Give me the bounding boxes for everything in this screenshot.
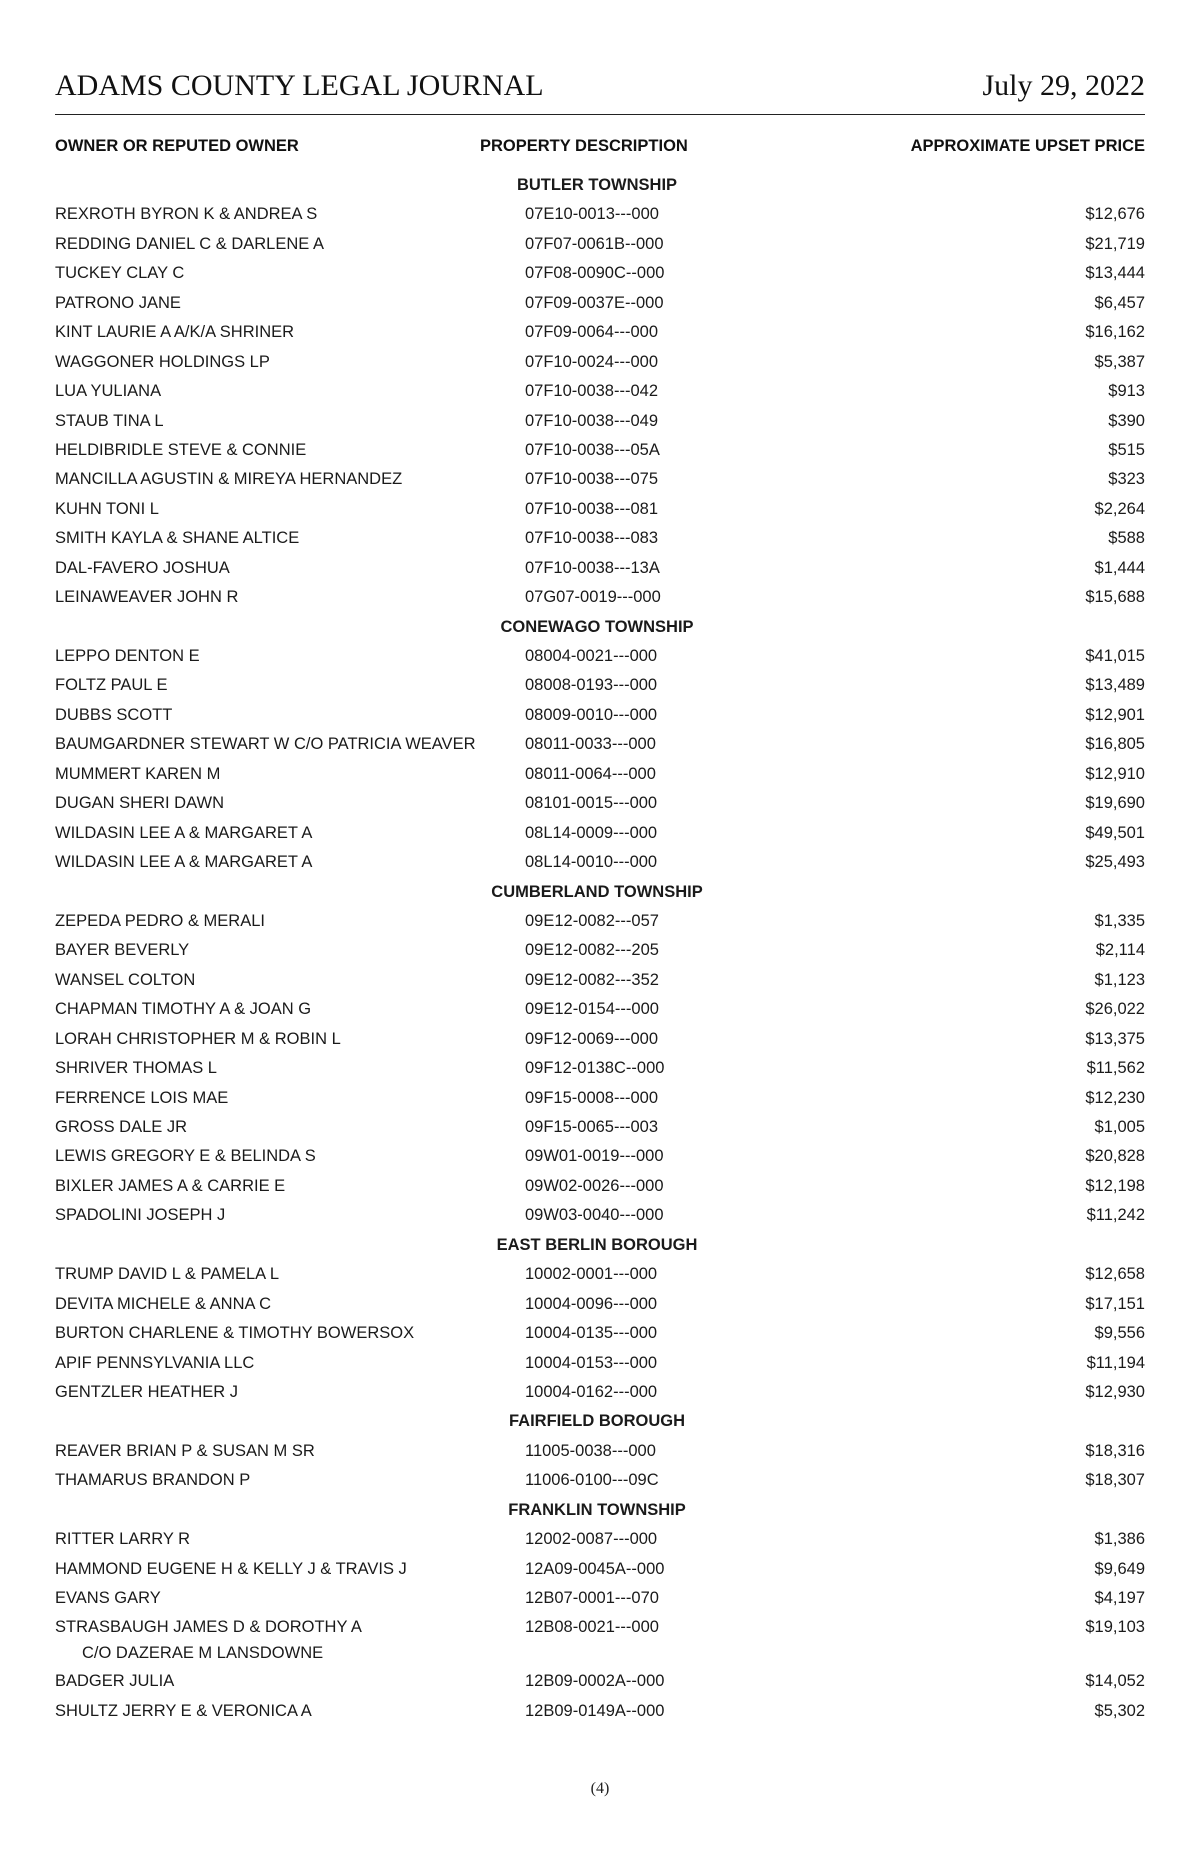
section-name: EAST BERLIN BOROUGH [496, 1235, 698, 1254]
table-row [55, 407, 1145, 436]
owner-cell [55, 259, 184, 288]
parcel-number: 07F10-0038---075 [525, 470, 658, 489]
owner-cell [55, 1349, 254, 1378]
parcel-number: 11006-0100---09C [525, 1471, 659, 1490]
table-row [55, 377, 1145, 406]
upset-price: $12,930 [1085, 1382, 1145, 1401]
owner-cell [55, 1667, 174, 1696]
parcel-number: 12B07-0001---070 [525, 1589, 659, 1607]
parcel-number: 08011-0033---000 [525, 735, 656, 754]
upset-price: $6,457 [1094, 293, 1145, 312]
upset-price: $17,151 [1085, 1294, 1145, 1313]
owner-cell [55, 495, 159, 524]
upset-price: $14,052 [1085, 1672, 1145, 1691]
owner-name: HELDIBRIDLE STEVE & CONNIE [55, 440, 307, 459]
section-heading [55, 613, 1145, 642]
owner-name: BURTON CHARLENE & TIMOTHY BOWERSOX [55, 1324, 415, 1343]
owner-name: STRASBAUGH JAMES D & DOROTHY A [55, 1618, 362, 1637]
owner-cell [55, 465, 402, 494]
owner-name: DUGAN SHERI DAWN [55, 794, 224, 813]
upset-price: $1,444 [1094, 558, 1145, 577]
owner-cell [55, 1084, 228, 1113]
upset-price: $1,005 [1094, 1118, 1145, 1136]
owner-name: SPADOLINI JOSEPH J [55, 1206, 226, 1225]
table-row [55, 1437, 1145, 1466]
owner-name: LEWIS GREGORY E & BELINDA S [55, 1147, 316, 1166]
owner-cell [55, 1437, 315, 1466]
parcel-number: 12B09-0002A--000 [525, 1672, 665, 1691]
table-row [55, 1113, 1145, 1142]
parcel-number: 07F10-0038---042 [525, 382, 658, 401]
owner-name: REDDING DANIEL C & DARLENE A [55, 234, 324, 253]
owner-cell [55, 1201, 225, 1230]
owner-cell [55, 1054, 217, 1083]
upset-price: $19,690 [1085, 794, 1145, 813]
owner-name: TUCKEY CLAY C [55, 264, 185, 283]
section-name: CUMBERLAND TOWNSHIP [491, 882, 703, 901]
owner-cell [55, 936, 189, 965]
masthead [55, 66, 1145, 106]
section-heading [55, 1496, 1145, 1525]
parcel-number: 10004-0153---000 [525, 1353, 658, 1372]
owner-name: CHAPMAN TIMOTHY A & JOAN G [55, 1000, 312, 1019]
owner-name: BAYER BEVERLY [55, 941, 190, 960]
table-row [55, 554, 1145, 583]
upset-price: $390 [1108, 411, 1145, 430]
table-row [55, 848, 1145, 877]
upset-price: $12,676 [1085, 205, 1145, 224]
table-row [55, 524, 1145, 553]
owner-name: WILDASIN LEE A & MARGARET A [55, 853, 313, 872]
owner-cell [55, 1142, 316, 1171]
parcel-number: 07F09-0064---000 [525, 323, 658, 342]
owner-name: DEVITA MICHELE & ANNA C [55, 1294, 272, 1313]
parcel-number: 10004-0162---000 [525, 1382, 658, 1401]
owner-cell [55, 760, 220, 789]
section-name: CONEWAGO TOWNSHIP [500, 617, 694, 636]
property-listing [55, 171, 1145, 1726]
parcel-number: 07E10-0013---000 [525, 205, 659, 224]
issue-date: July 29, 2022 [982, 69, 1145, 102]
owner-name: SHRIVER THOMAS L [55, 1059, 217, 1078]
owner-name: THAMARUS BRANDON P [55, 1471, 251, 1490]
owner-cell [55, 583, 238, 612]
upset-price: $9,556 [1094, 1324, 1145, 1343]
upset-price: $1,123 [1094, 970, 1145, 989]
section-heading [55, 1407, 1145, 1436]
upset-price: $15,688 [1085, 588, 1145, 607]
parcel-number: 11005-0038---000 [525, 1441, 656, 1460]
upset-price: $2,264 [1094, 499, 1145, 518]
owner-name: STAUB TINA L [55, 411, 164, 430]
upset-price: $4,197 [1094, 1589, 1145, 1607]
owner-name: REXROTH BYRON K & ANDREA S [55, 205, 318, 224]
publication-title: ADAMS COUNTY LEGAL JOURNAL [55, 69, 544, 102]
price-column-header: APPROXIMATE UPSET PRICE [910, 137, 1145, 155]
parcel-number: 09W01-0019---000 [525, 1147, 664, 1166]
table-row [55, 1466, 1145, 1495]
upset-price: $13,489 [1085, 676, 1145, 695]
upset-price: $21,719 [1085, 234, 1145, 253]
owner-name: GROSS DALE JR [55, 1118, 188, 1136]
table-row [55, 230, 1145, 259]
parcel-number: 08101-0015---000 [525, 794, 658, 813]
owner-cell [55, 1555, 407, 1584]
owner-name: SHULTZ JERRY E & VERONICA A [55, 1701, 312, 1720]
owner-cell [55, 1025, 341, 1054]
table-row [55, 1555, 1145, 1584]
upset-price: $323 [1108, 470, 1145, 489]
owner-cell [55, 407, 164, 436]
owner-name: MUMMERT KAREN M [55, 764, 221, 783]
table-row [55, 819, 1145, 848]
parcel-number: 07F10-0024---000 [525, 352, 658, 371]
parcel-number: 09F15-0008---000 [525, 1088, 658, 1107]
owner-column-header: OWNER OR REPUTED OWNER [55, 137, 299, 155]
table-row [55, 1201, 1145, 1230]
upset-price: $41,015 [1085, 647, 1145, 665]
owner-name: FOLTZ PAUL E [55, 676, 168, 695]
owner-cell [55, 1113, 187, 1142]
section-name: FRANKLIN TOWNSHIP [508, 1500, 686, 1519]
parcel-number: 09W02-0026---000 [525, 1176, 664, 1195]
owner-name: WANSEL COLTON [55, 970, 196, 989]
table-row [55, 907, 1145, 936]
owner-name: ZEPEDA PEDRO & MERALI [55, 911, 265, 930]
upset-price: $12,658 [1085, 1265, 1145, 1284]
parcel-number: 09E12-0154---000 [525, 1000, 659, 1019]
description-column-header: PROPERTY DESCRIPTION [480, 137, 688, 155]
owner-name: DUBBS SCOTT [55, 705, 173, 724]
upset-price: $12,230 [1085, 1088, 1145, 1107]
parcel-number: 07F10-0038---05A [525, 440, 660, 459]
upset-price: $11,562 [1086, 1059, 1145, 1078]
owner-name: LEPPO DENTON E [55, 647, 200, 665]
owner-name: REAVER BRIAN P & SUSAN M SR [55, 1441, 315, 1460]
parcel-number: 08L14-0009---000 [525, 823, 658, 842]
owner-cell [55, 819, 312, 848]
owner-cell [55, 966, 195, 995]
upset-price: $16,162 [1085, 323, 1145, 342]
header-rule [55, 114, 1145, 115]
parcel-number: 08L14-0010---000 [525, 853, 658, 872]
parcel-number: 09F12-0138C--000 [525, 1059, 665, 1078]
table-row [55, 1290, 1145, 1319]
owner-name: EVANS GARY [55, 1589, 161, 1607]
table-row [55, 1319, 1145, 1348]
owner-cell [55, 995, 311, 1024]
table-row [55, 436, 1145, 465]
owner-name: LEINAWEAVER JOHN R [55, 588, 239, 607]
table-row [55, 1142, 1145, 1171]
table-row [55, 1172, 1145, 1201]
owner-name: LUA YULIANA [55, 382, 162, 401]
table-row [55, 465, 1145, 494]
owner-name: GENTZLER HEATHER J [55, 1382, 239, 1401]
owner-name: TRUMP DAVID L & PAMELA L [55, 1265, 280, 1284]
upset-price: $12,198 [1085, 1176, 1145, 1195]
owner-name: APIF PENNSYLVANIA LLC [55, 1353, 255, 1372]
parcel-number: 09F12-0069---000 [525, 1029, 658, 1048]
table-row [55, 259, 1145, 288]
parcel-number: 07F07-0061B--000 [525, 234, 664, 253]
parcel-number: 08004-0021---000 [525, 647, 658, 665]
owner-cell [55, 200, 317, 229]
table-row [55, 495, 1145, 524]
section-heading [55, 171, 1145, 200]
parcel-number: 07F10-0038---083 [525, 529, 658, 548]
upset-price: $13,444 [1085, 264, 1145, 283]
table-row [55, 1349, 1145, 1378]
table-row [55, 289, 1145, 318]
table-row [55, 995, 1145, 1024]
table-row [55, 583, 1145, 612]
owner-cell [55, 1525, 190, 1554]
owner-name: HAMMOND EUGENE H & KELLY J & TRAVIS J [55, 1559, 407, 1578]
parcel-number: 10002-0001---000 [525, 1265, 658, 1284]
table-row [55, 642, 1145, 671]
owner-cell [55, 1319, 414, 1348]
upset-price: $20,828 [1085, 1147, 1145, 1166]
parcel-number: 12B08-0021---000 [525, 1618, 659, 1637]
section-name: FAIRFIELD BOROUGH [509, 1412, 685, 1431]
owner-name: FERRENCE LOIS MAE [55, 1088, 229, 1107]
table-row [55, 760, 1145, 789]
upset-price: $5,302 [1094, 1701, 1145, 1720]
table-row [55, 936, 1145, 965]
parcel-number: 10004-0096---000 [525, 1294, 658, 1313]
owner-cell [55, 907, 265, 936]
owner-cell [55, 436, 306, 465]
upset-price: $913 [1108, 382, 1145, 401]
parcel-number: 07F10-0038---13A [525, 558, 660, 577]
owner-cell [55, 1172, 285, 1201]
table-row [55, 1054, 1145, 1083]
page-number: (4) [590, 1780, 610, 1797]
parcel-number: 08009-0010---000 [525, 705, 658, 724]
parcel-number: 07F10-0038---081 [525, 499, 658, 518]
upset-price: $13,375 [1085, 1029, 1145, 1048]
table-row [55, 1025, 1145, 1054]
section-heading [55, 878, 1145, 907]
owner-name: BADGER JULIA [55, 1672, 175, 1691]
owner-name: KUHN TONI L [55, 499, 159, 518]
table-row [55, 1584, 1145, 1613]
owner-cell [55, 1697, 312, 1726]
parcel-number: 09E12-0082---205 [525, 941, 659, 960]
upset-price: $515 [1108, 440, 1145, 459]
table-row [55, 1667, 1145, 1696]
parcel-number: 07F10-0038---049 [525, 411, 658, 430]
owner-name: PATRONO JANE [55, 293, 181, 312]
table-row [55, 730, 1145, 759]
owner-cell [55, 1613, 362, 1664]
parcel-number: 07F08-0090C--000 [525, 264, 665, 283]
upset-price: $18,316 [1085, 1441, 1145, 1460]
upset-price: $1,335 [1094, 911, 1145, 930]
owner-name: DAL-FAVERO JOSHUA [55, 558, 230, 577]
upset-price: $9,649 [1094, 1559, 1145, 1578]
table-row [55, 348, 1145, 377]
owner-cell [55, 318, 294, 347]
owner-cell [55, 1584, 161, 1613]
upset-price: $18,307 [1085, 1471, 1145, 1490]
owner-cell [55, 1378, 238, 1407]
table-row [55, 200, 1145, 229]
owner-name: WILDASIN LEE A & MARGARET A [55, 823, 313, 842]
owner-cell [55, 289, 181, 318]
owner-name: SMITH KAYLA & SHANE ALTICE [55, 529, 300, 548]
owner-cell [55, 789, 224, 818]
owner-cell [55, 524, 299, 553]
upset-price: $49,501 [1085, 823, 1145, 842]
upset-price: $26,022 [1085, 1000, 1145, 1019]
upset-price: $19,103 [1085, 1618, 1145, 1637]
owner-name: BIXLER JAMES A & CARRIE E [55, 1176, 286, 1195]
owner-cell [55, 730, 475, 759]
owner-name: LORAH CHRISTOPHER M & ROBIN L [55, 1029, 341, 1048]
owner-cell [55, 230, 324, 259]
parcel-number: 07G07-0019---000 [525, 588, 661, 607]
upset-price: $2,114 [1095, 941, 1145, 960]
table-row [55, 701, 1145, 730]
owner-cell [55, 1290, 271, 1319]
owner-cell [55, 377, 161, 406]
upset-price: $11,194 [1086, 1353, 1145, 1372]
owner-name: RITTER LARRY R [55, 1530, 191, 1549]
parcel-number: 12B09-0149A--000 [525, 1701, 665, 1720]
table-row [55, 1697, 1145, 1726]
parcel-number: 08011-0064---000 [525, 764, 656, 783]
parcel-number: 09E12-0082---057 [525, 911, 659, 930]
owner-name: WAGGONER HOLDINGS LP [55, 352, 270, 371]
table-row [55, 1378, 1145, 1407]
column-headers [55, 136, 1145, 156]
owner-cell [55, 642, 200, 671]
table-row [55, 1084, 1145, 1113]
owner-cell [55, 701, 172, 730]
parcel-number: 09F15-0065---003 [525, 1118, 658, 1136]
owner-cell [55, 1466, 250, 1495]
parcel-number: 07F09-0037E--000 [525, 293, 664, 312]
owner-name: MANCILLA AGUSTIN & MIREYA HERNANDEZ [55, 470, 403, 489]
owner-cell [55, 348, 270, 377]
upset-price: $12,910 [1085, 764, 1145, 783]
parcel-number: 12A09-0045A--000 [525, 1559, 665, 1578]
owner-cell [55, 554, 230, 583]
parcel-number: 09E12-0082---352 [525, 970, 659, 989]
parcel-number: 12002-0087---000 [525, 1530, 658, 1549]
table-row [55, 789, 1145, 818]
table-row [55, 318, 1145, 347]
parcel-number: 10004-0135---000 [525, 1324, 658, 1343]
table-row [55, 1613, 1145, 1667]
owner-name: KINT LAURIE A A/K/A SHRINER [55, 323, 295, 342]
table-row [55, 1525, 1145, 1554]
upset-price: $25,493 [1085, 853, 1145, 872]
owner-name-continued: C/O DAZERAE M LANSDOWNE [82, 1643, 324, 1662]
upset-price: $16,805 [1085, 735, 1145, 754]
owner-cell [55, 671, 167, 700]
section-name: BUTLER TOWNSHIP [516, 176, 678, 194]
upset-price: $588 [1108, 529, 1145, 548]
upset-price: $1,386 [1094, 1530, 1145, 1549]
table-row [55, 966, 1145, 995]
upset-price: $11,242 [1086, 1206, 1145, 1225]
section-heading [55, 1231, 1145, 1260]
upset-price: $5,387 [1094, 352, 1145, 371]
owner-name: BAUMGARDNER STEWART W C/O PATRICIA WEAVER [55, 735, 476, 754]
owner-cell [55, 848, 312, 877]
upset-price: $12,901 [1085, 705, 1145, 724]
parcel-number: 09W03-0040---000 [525, 1206, 664, 1225]
parcel-number: 08008-0193---000 [525, 676, 658, 695]
owner-cell [55, 1260, 279, 1289]
table-row [55, 1260, 1145, 1289]
table-row [55, 671, 1145, 700]
